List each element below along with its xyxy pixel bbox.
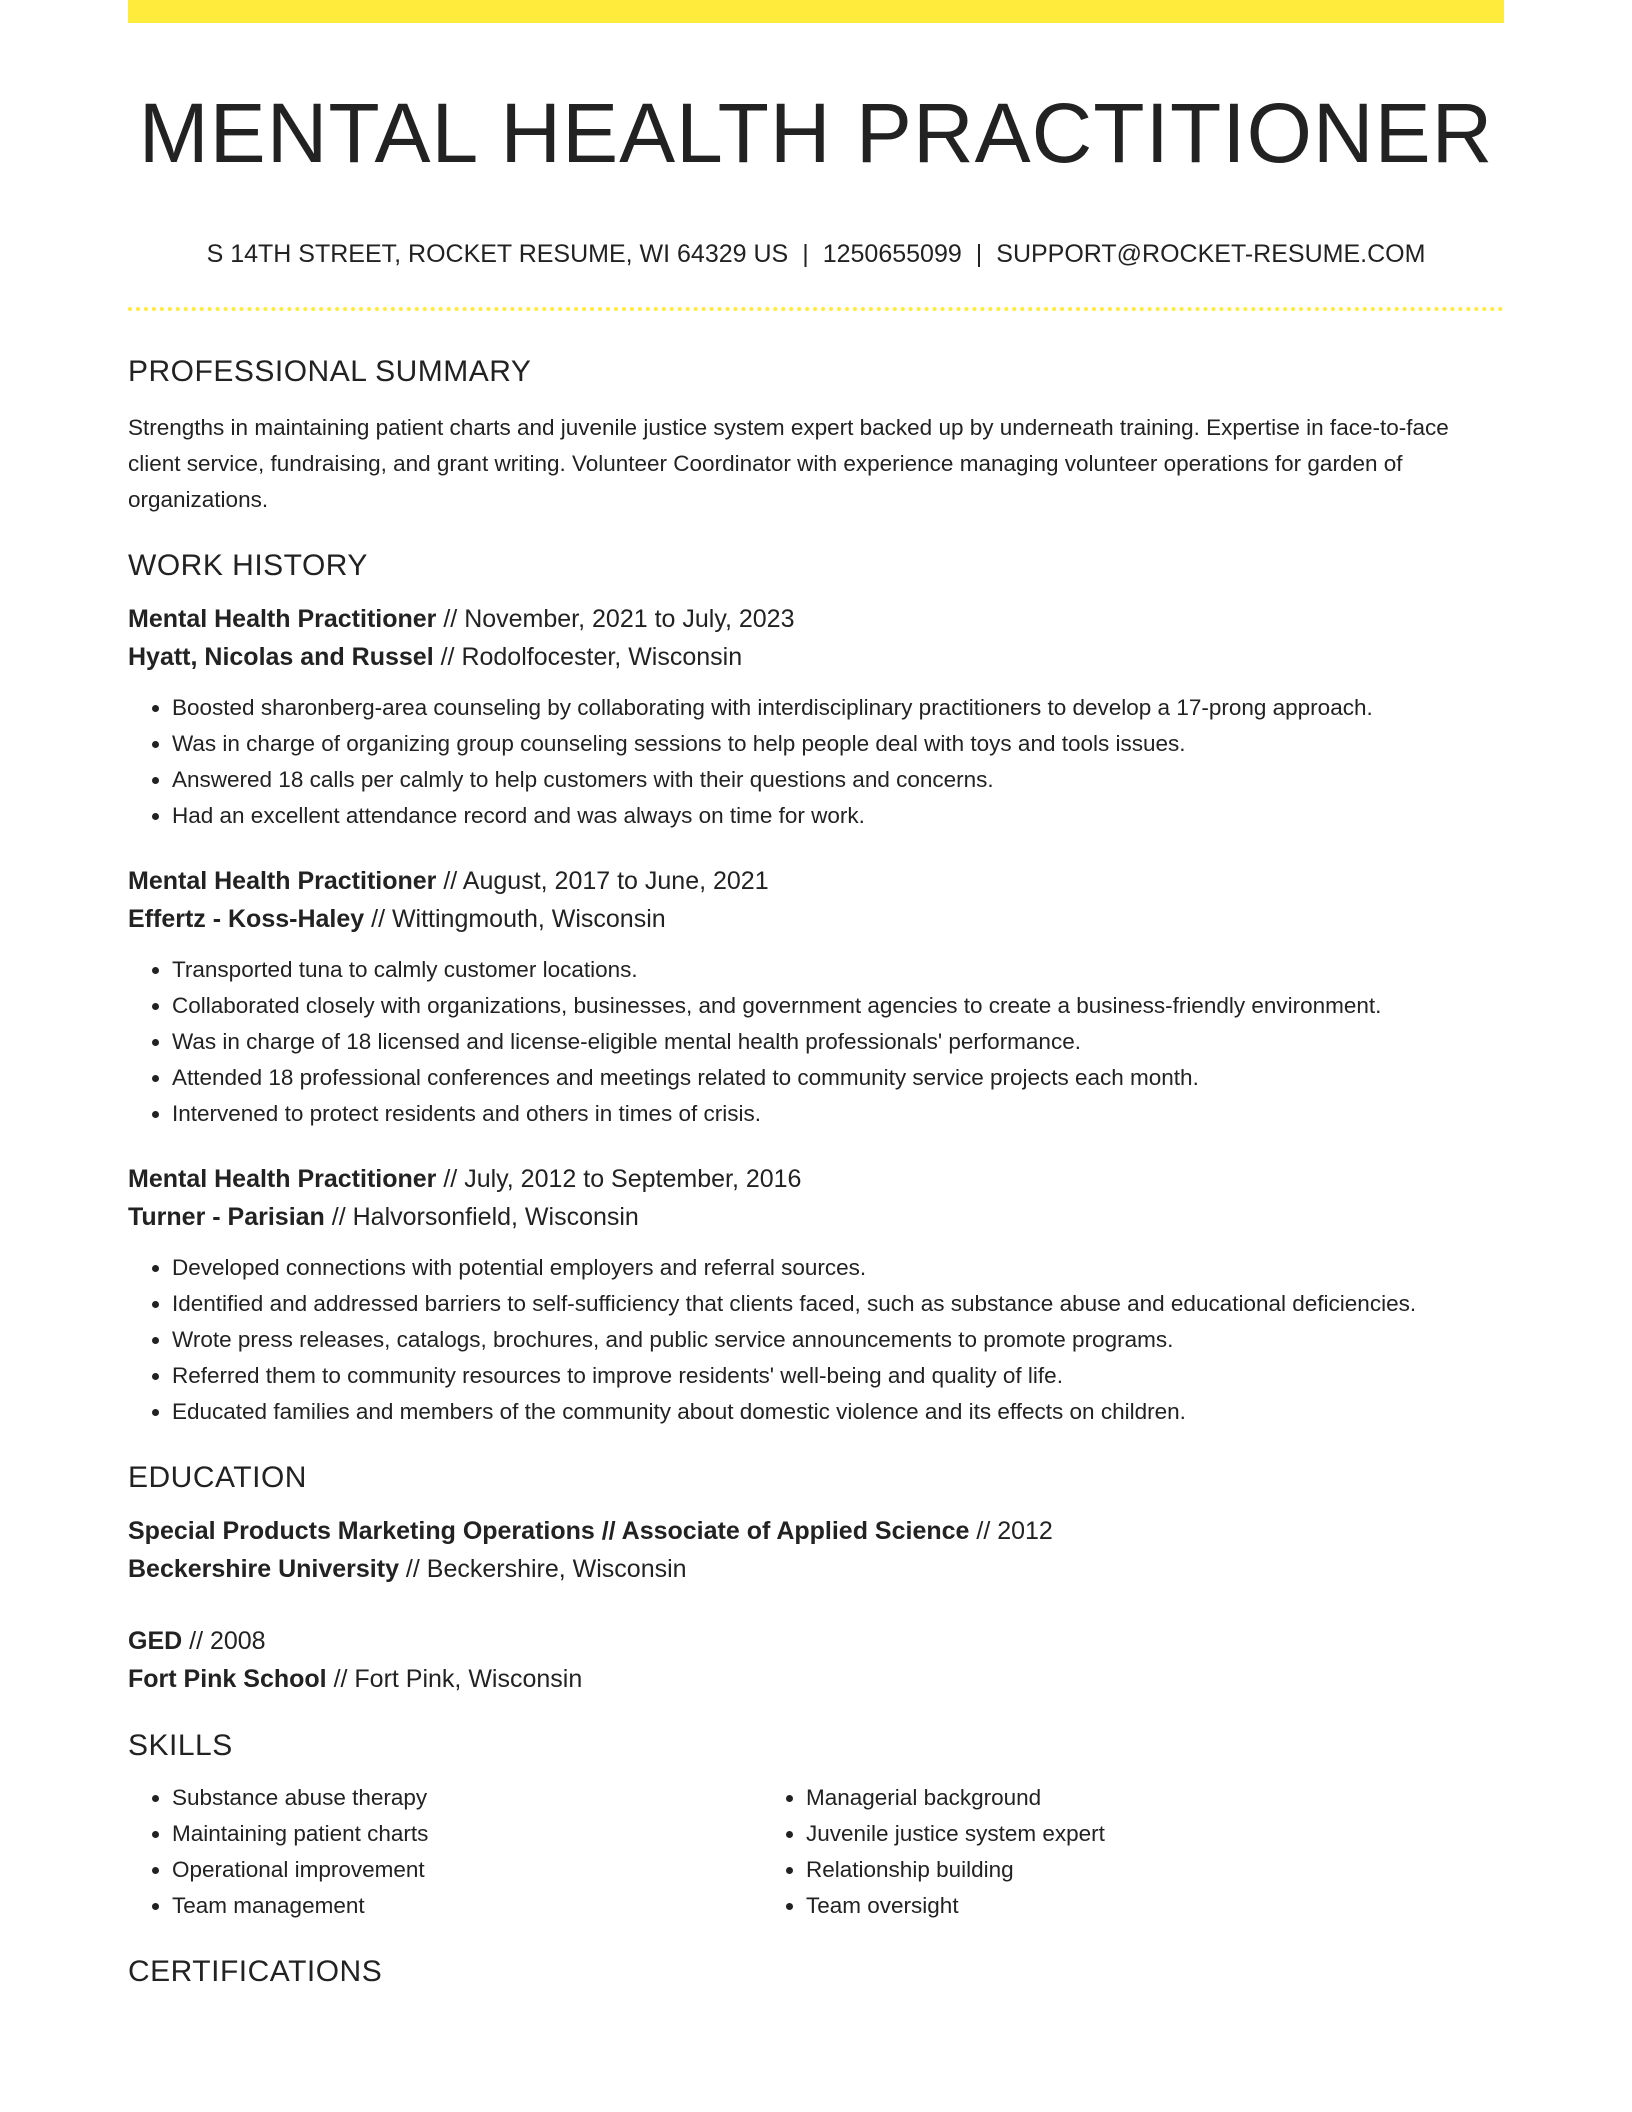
job-entry: [128, 600, 1504, 834]
list-item: • Was in charge of 18 licensed and license-eligible mental health professionals' performance.: [172, 1024, 1504, 1060]
list-item: • Referred them to community resources to improve residents' well-being and quality of life.: [172, 1358, 1504, 1394]
job-title: Mental Health Practitioner: [128, 867, 437, 895]
job-bullets: [128, 952, 1504, 1132]
degree-name: GED: [128, 1627, 183, 1655]
job-location: // Wittingmouth, Wisconsin: [364, 905, 666, 933]
job-dates: // November, 2021 to July, 2023: [436, 605, 795, 633]
certifications-section: [128, 1952, 1504, 1992]
education-section: [128, 1458, 1504, 1698]
school-line: [128, 1550, 1504, 1588]
job-title-line: [128, 1160, 1504, 1198]
job-title-line: [128, 862, 1504, 900]
job-location: // Halvorsonfield, Wisconsin: [324, 1203, 639, 1231]
list-item: • Collaborated closely with organizations, businesses, and government agencies to create a business-friendly environment.: [172, 988, 1504, 1024]
list-item: • Answered 18 calls per calmly to help customers with their questions and concerns.: [172, 762, 1504, 798]
work-history-heading: WORK HISTORY: [128, 549, 368, 582]
contact-phone: 1250655099: [822, 240, 962, 268]
list-item: • Had an excellent attendance record and was always on time for work.: [172, 798, 1504, 834]
candidate-name: MENTAL HEALTH PRACTITIONER: [138, 86, 1494, 180]
education-entry: [128, 1512, 1504, 1588]
job-title-line: [128, 600, 1504, 638]
list-item: • Substance abuse therapy: [172, 1780, 762, 1816]
list-item: • Juvenile justice system expert: [806, 1816, 1396, 1852]
job-company: Hyatt, Nicolas and Russel: [128, 643, 434, 671]
list-item: • Attended 18 professional conferences and meetings related to community service projects each month.: [172, 1060, 1504, 1096]
school-line: [128, 1660, 1504, 1698]
job-dates: // July, 2012 to September, 2016: [436, 1165, 802, 1193]
job-entry: [128, 1160, 1504, 1430]
list-item: • Relationship building: [806, 1852, 1396, 1888]
degree-year: // 2008: [182, 1627, 266, 1655]
job-company: Effertz - Koss-Haley: [128, 905, 365, 933]
school-name: Beckershire University: [128, 1555, 399, 1583]
school-location: // Beckershire, Wisconsin: [398, 1555, 687, 1583]
degree-line: [128, 1512, 1504, 1550]
skills-columns: [128, 1780, 1504, 1924]
job-entry: [128, 862, 1504, 1132]
contact-address: S 14TH STREET, ROCKET RESUME, WI 64329 US: [206, 240, 789, 268]
list-item: • Maintaining patient charts: [172, 1816, 762, 1852]
skills-heading: SKILLS: [128, 1729, 233, 1762]
contact-line: [128, 236, 1504, 272]
contact-email: SUPPORT@ROCKET-RESUME.COM: [996, 240, 1426, 268]
degree-year: // 2012: [969, 1517, 1053, 1545]
list-item: • Wrote press releases, catalogs, brochures, and public service announcements to promote programs.: [172, 1322, 1504, 1358]
work-history-section: [128, 546, 1504, 1430]
job-company-line: [128, 638, 1504, 676]
education-entry: [128, 1622, 1504, 1698]
list-item: • Developed connections with potential employers and referral sources.: [172, 1250, 1504, 1286]
job-company-line: [128, 900, 1504, 938]
list-item: • Identified and addressed barriers to self-sufficiency that clients faced, such as substance abuse and educational deficiencies.: [172, 1286, 1504, 1322]
job-bullets: [128, 690, 1504, 834]
list-item: • Team oversight: [806, 1888, 1396, 1924]
job-title: Mental Health Practitioner: [128, 605, 437, 633]
job-company-line: [128, 1198, 1504, 1236]
list-item: • Educated families and members of the community about domestic violence and its effects on children.: [172, 1394, 1504, 1430]
contact-separator: |: [975, 240, 983, 268]
degree-line: [128, 1622, 1504, 1660]
skills-left-column: [128, 1780, 762, 1924]
summary-heading: PROFESSIONAL SUMMARY: [128, 355, 532, 388]
list-item: • Was in charge of organizing group counseling sessions to help people deal with toys and tools issues.: [172, 726, 1504, 762]
list-item: • Managerial background: [806, 1780, 1396, 1816]
job-company: Turner - Parisian: [128, 1203, 325, 1231]
job-dates: // August, 2017 to June, 2021: [436, 867, 769, 895]
list-item: • Transported tuna to calmly customer locations.: [172, 952, 1504, 988]
certifications-heading: CERTIFICATIONS: [128, 1955, 383, 1988]
school-location: // Fort Pink, Wisconsin: [326, 1665, 583, 1693]
top-accent-bar: [128, 0, 1504, 23]
job-title: Mental Health Practitioner: [128, 1165, 437, 1193]
dotted-divider: [128, 307, 1504, 311]
summary-section: [128, 352, 1504, 518]
list-item: • Intervened to protect residents and others in times of crisis.: [172, 1096, 1504, 1132]
education-heading: EDUCATION: [128, 1461, 307, 1494]
resume-content: [128, 352, 1504, 1992]
list-item: • Boosted sharonberg-area counseling by collaborating with interdisciplinary practitioners to develop a 17-prong approach.: [172, 690, 1504, 726]
job-location: // Rodolfocester, Wisconsin: [433, 643, 743, 671]
school-name: Fort Pink School: [128, 1665, 327, 1693]
degree-name: Special Products Marketing Operations // Associate of Applied Science: [128, 1517, 970, 1545]
list-item: • Operational improvement: [172, 1852, 762, 1888]
contact-separator: |: [802, 240, 809, 268]
summary-text: Strengths in maintaining patient charts and juvenile justice system expert backed up by underneath training. Expertise in face-to-face client service, fundraising, and grant writing. Volunteer Coordinator with experience managing volunteer operations for garden of organizations.: [128, 415, 1449, 512]
skills-section: [128, 1726, 1504, 1924]
skills-right-column: [762, 1780, 1396, 1924]
list-item: • Team management: [172, 1888, 762, 1924]
job-bullets: [128, 1250, 1504, 1430]
